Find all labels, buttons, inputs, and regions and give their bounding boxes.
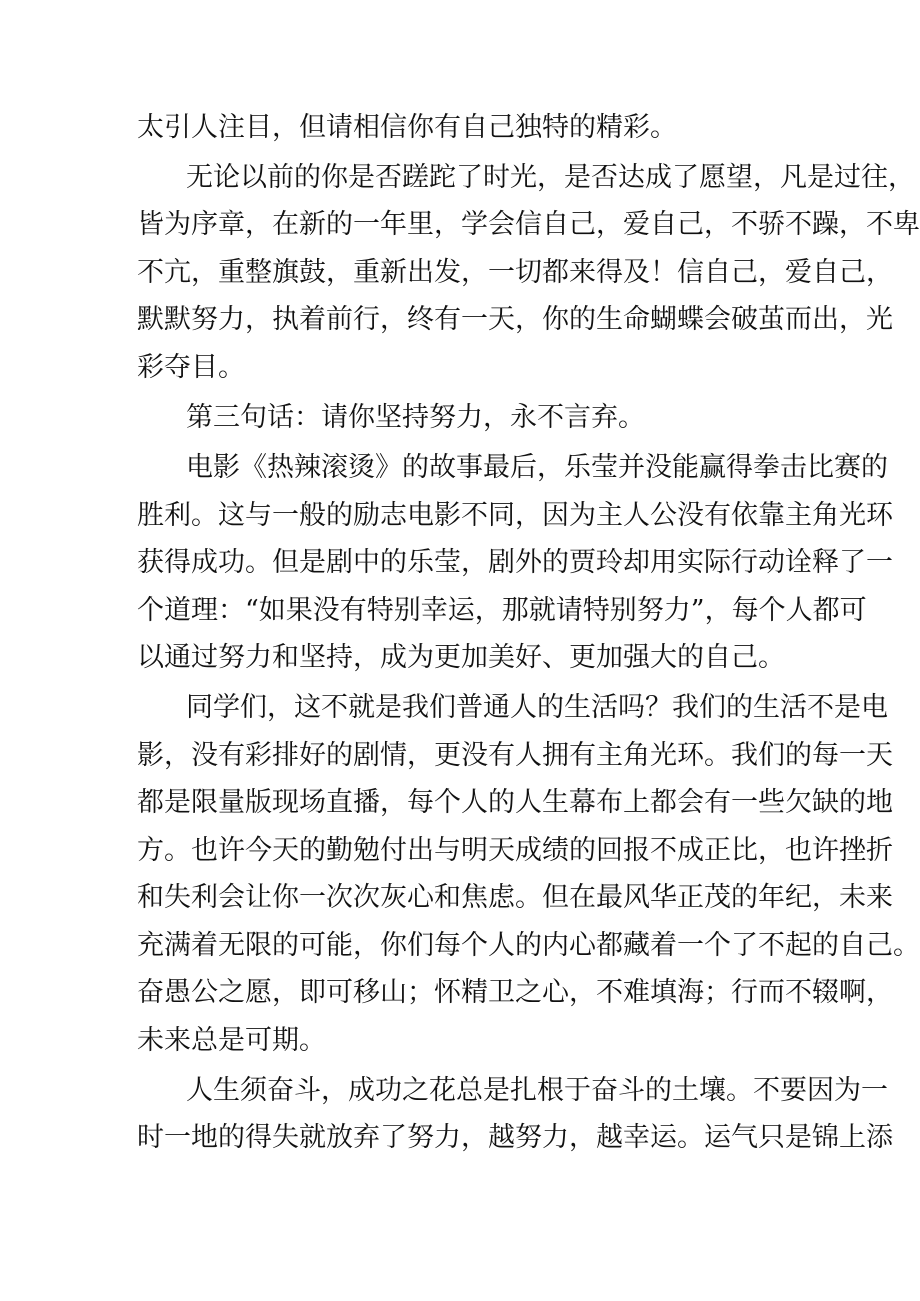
text-line: 默默努力，执着前行，终有一天，你的生命蝴蝶会破茧而出，光 [137,304,893,335]
text-line: 不亢，重整旗鼓，重新出发，一切都来得及！信自己，爱自己， [137,257,893,288]
text-line: 都是限量版现场直播，每个人的人生幕布上都会有一些欠缺的地 [137,787,893,818]
text-line: 太引人注目，但请相信你有自己独特的精彩。 [137,112,677,143]
text-line: 方。也许今天的勤勉付出与明天成绩的回报不成正比，也许挫折 [137,835,893,866]
paragraph-first-line: 同学们，这不就是我们普通人的生活吗？我们的生活不是电 [186,692,888,723]
paragraph-first-line: 人生须奋斗，成功之花总是扎根于奋斗的土壤。不要因为一 [186,1075,888,1106]
text-line: 胜利。这与一般的励志电影不同，因为主人公没有依靠主角光环 [137,500,893,531]
text-line: 影，没有彩排好的剧情，更没有人拥有主角光环。我们的每一天 [137,740,893,771]
text-line: 未来总是可期。 [137,1025,326,1056]
text-line: 和失利会让你一次次灰心和焦虑。但在最风华正茂的年纪，未来 [137,882,893,913]
section-heading: 第三句话：请你坚持努力，永不言弃。 [186,402,645,433]
text-line: 奋愚公之愿，即可移山；怀精卫之心，不难填海；行而不辍啊， [137,977,893,1008]
text-line: 以通过努力和坚持，成为更加美好、更加强大的自己。 [137,642,785,673]
text-line: 充满着无限的可能，你们每个人的内心都藏着一个了不起的自己。 [137,930,920,961]
text-line: 时一地的得失就放弃了努力，越努力，越幸运。运气只是锦上添 [137,1122,893,1153]
text-line: 获得成功。但是剧中的乐莹，剧外的贾玲却用实际行动诠释了一 [137,547,893,578]
text-line: 彩夺目。 [137,352,245,383]
paragraph-first-line: 电影《热辣滚烫》的故事最后，乐莹并没能赢得拳击比赛的 [186,452,888,483]
text-line: 个道理：“如果没有特别幸运，那就请特别努力”，每个人都可 [137,595,867,626]
text-line: 皆为序章，在新的一年里，学会信自己，爱自己，不骄不躁，不卑 [137,209,920,240]
paragraph-first-line: 无论以前的你是否蹉跎了时光，是否达成了愿望，凡是过往， [186,162,915,193]
